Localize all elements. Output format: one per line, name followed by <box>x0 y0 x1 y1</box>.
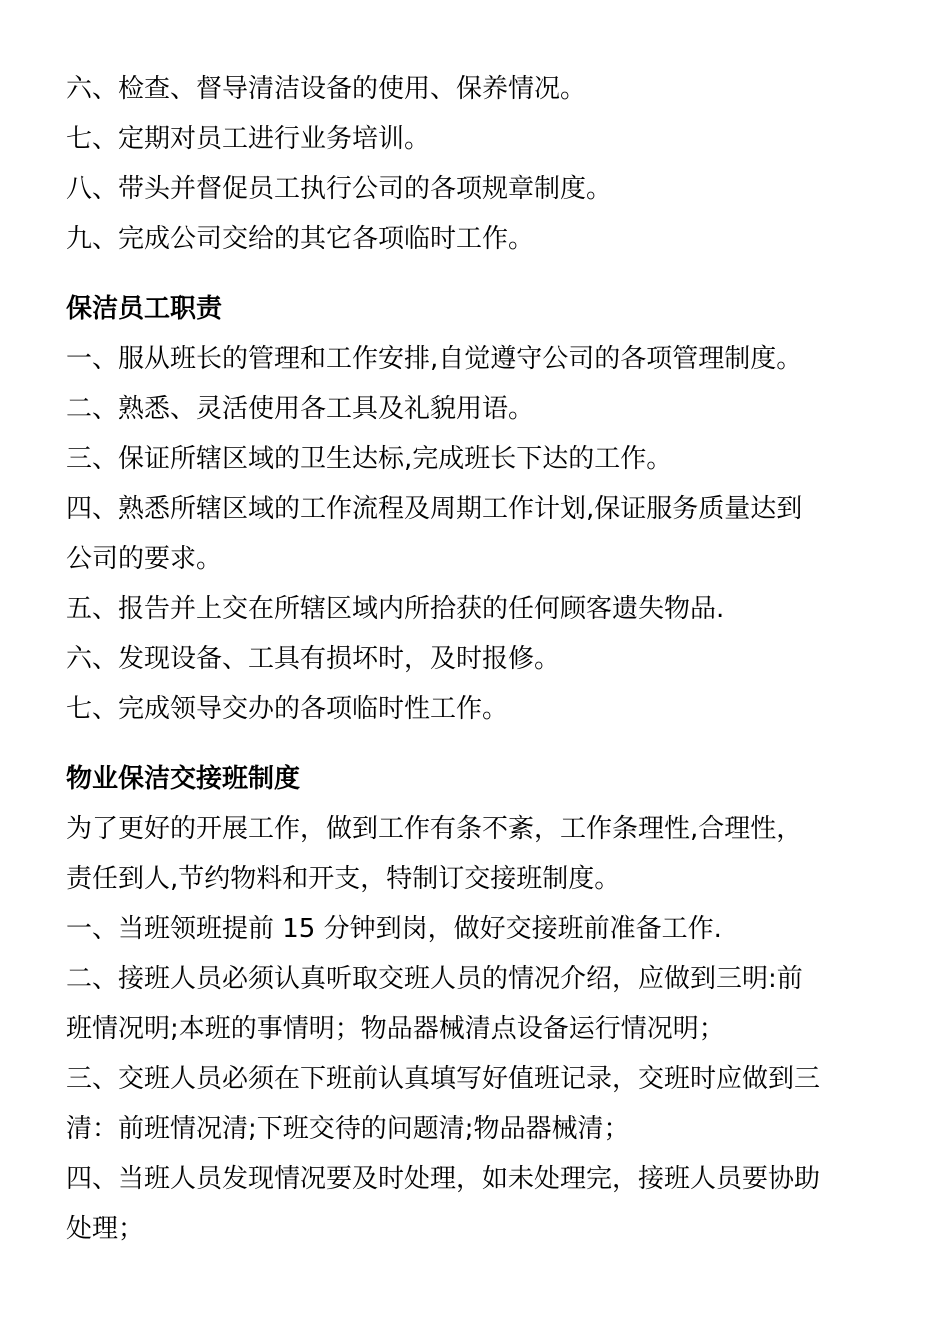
section-handover <box>66 754 911 1254</box>
section-gap <box>66 264 911 284</box>
paragraph-line: 处理； <box>66 1214 145 1244</box>
paragraph-line: 为了更好的开展工作，做到工作有条不紊，工作条理性,合理性， <box>66 814 803 844</box>
paragraph-line: 一、服从班长的管理和工作安排,自觉遵守公司的各项管理制度。 <box>66 344 803 374</box>
paragraph-line: 一、当班领班提前 15 分钟到岗，做好交接班前准备工作. <box>66 914 722 944</box>
paragraph-line: 责任到人,节约物料和开支，特制订交接班制度。 <box>66 864 621 894</box>
paragraph-line: 公司的要求。 <box>66 544 223 574</box>
paragraph-line: 六、发现设备、工具有损坏时，及时报修。 <box>66 644 561 674</box>
paragraph-line: 九、完成公司交给的其它各项临时工作。 <box>66 224 535 254</box>
paragraph-line: 清：前班情况清;下班交待的问题清;物品器械清； <box>66 1114 630 1144</box>
section-heading: 保洁员工职责 <box>66 294 223 324</box>
paragraph-line: 七、定期对员工进行业务培训。 <box>66 124 431 154</box>
section-top <box>66 64 911 264</box>
paragraph-line: 三、保证所辖区域的卫生达标,完成班长下达的工作。 <box>66 444 673 474</box>
paragraph-line: 六、检查、督导清洁设备的使用、保养情况。 <box>66 74 587 104</box>
paragraph-line: 二、接班人员必须认真听取交班人员的情况介绍，应做到三明:前 <box>66 964 803 994</box>
paragraph-line: 八、带头并督促员工执行公司的各项规章制度。 <box>66 174 613 204</box>
paragraph-line: 四、当班人员发现情况要及时处理，如未处理完，接班人员要协助 <box>66 1164 821 1194</box>
section-heading: 物业保洁交接班制度 <box>66 764 301 794</box>
document-page <box>66 64 911 1254</box>
paragraph-line: 三、交班人员必须在下班前认真填写好值班记录，交班时应做到三 <box>66 1064 821 1094</box>
paragraph-line: 五、报告并上交在所辖区域内所拾获的任何顾客遗失物品. <box>66 594 725 624</box>
paragraph-line: 四、熟悉所辖区域的工作流程及周期工作计划,保证服务质量达到 <box>66 494 803 524</box>
section-cleaner-duties <box>66 284 911 734</box>
paragraph-line: 班情况明;本班的事情明；物品器械清点设备运行情况明； <box>66 1014 725 1044</box>
paragraph-line: 二、熟悉、灵活使用各工具及礼貌用语。 <box>66 394 535 424</box>
section-gap <box>66 734 911 754</box>
paragraph-line: 七、完成领导交办的各项临时性工作。 <box>66 694 509 724</box>
